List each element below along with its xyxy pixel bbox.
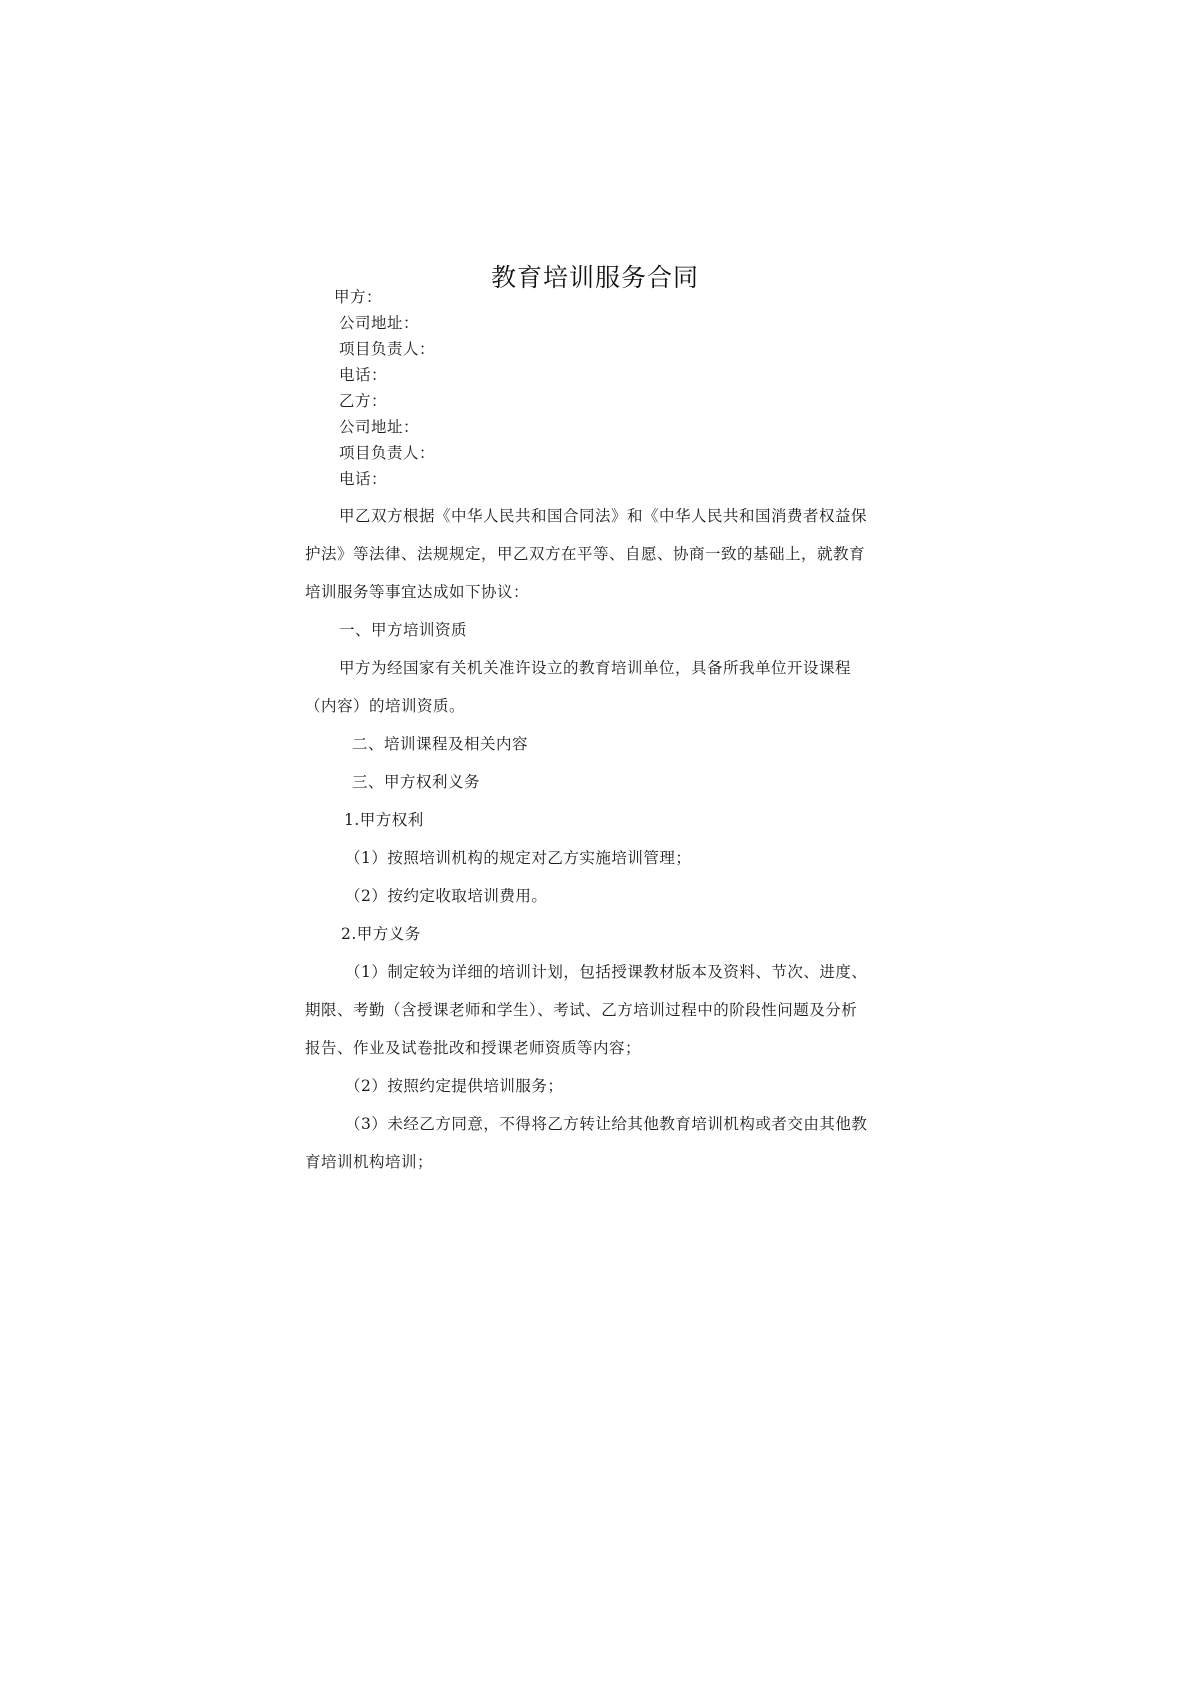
party-a-address: 公司地址： (339, 314, 420, 332)
section-2-heading: 二、培训课程及相关内容 (352, 735, 529, 753)
rights-heading: 1.甲方权利 (344, 811, 424, 829)
party-a-manager: 项目负责人： (339, 340, 436, 358)
duties-item-1-line: 期限、考勤（含授课老师和学生）、考试、乙方培训过程中的阶段性问题及分析 (305, 1001, 858, 1019)
duties-item-1-line: 报告、作业及试卷批改和授课老师资质等内容； (305, 1039, 642, 1057)
party-b-address: 公司地址： (339, 418, 420, 436)
rights-item: （2）按约定收取培训费用。 (345, 887, 548, 905)
party-a-phone: 电话： (339, 366, 388, 384)
duties-item-3-line: （3）未经乙方同意，不得将乙方转让给其他教育培训机构或者交由其他教 (345, 1115, 868, 1133)
duties-item-1-line: （1）制定较为详细的培训计划，包括授课教材版本及资料、节次、进度、 (345, 963, 868, 981)
section-1-heading: 一、甲方培训资质 (339, 621, 468, 639)
party-a-label: 甲方： (334, 288, 383, 306)
duties-item-2: （2）按照约定提供培训服务； (345, 1077, 564, 1095)
document-title: 教育培训服务合同 (490, 263, 699, 292)
preamble-line: 护法》等法律、法规规定，甲乙双方在平等、自愿、协商一致的基础上，就教育 (305, 545, 866, 563)
section-1-line: （内容）的培训资质。 (305, 697, 466, 715)
party-b-phone: 电话： (339, 470, 388, 488)
party-b-label: 乙方： (339, 392, 388, 410)
preamble-line: 甲乙双方根据《中华人民共和国合同法》和《中华人民共和国消费者权益保 (339, 507, 868, 525)
duties-heading: 2.甲方义务 (341, 925, 421, 943)
section-3-heading: 三、甲方权利义务 (352, 773, 481, 791)
section-1-line: 甲方为经国家有关机关准许设立的教育培训单位，具备所我单位开设课程 (339, 659, 852, 677)
rights-item: （1）按照培训机构的规定对乙方实施培训管理； (345, 849, 692, 867)
duties-item-3-line: 育培训机构培训； (305, 1153, 434, 1171)
party-b-manager: 项目负责人： (339, 444, 436, 462)
preamble-line: 培训服务等事宜达成如下协议： (305, 583, 530, 601)
